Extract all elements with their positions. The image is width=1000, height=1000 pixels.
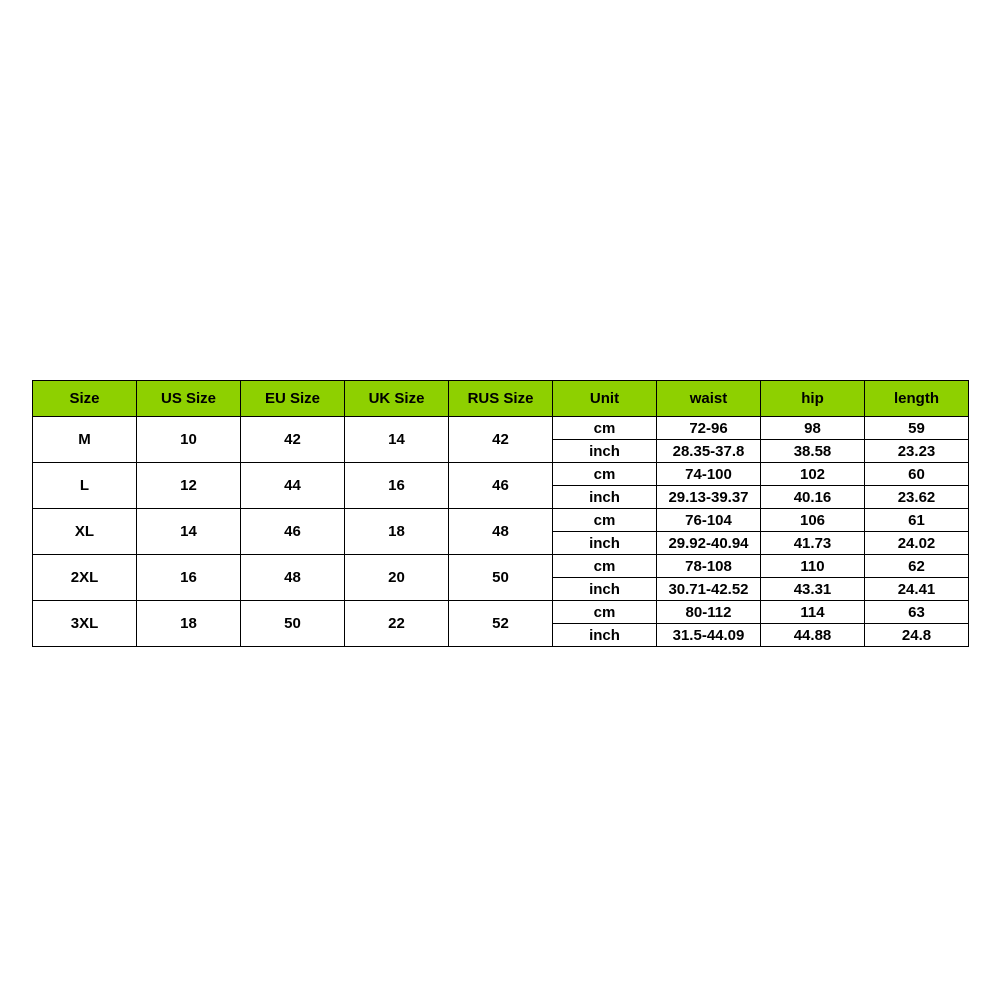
header-length: length [865,381,969,417]
waist-cell: 72-96 [657,417,761,440]
unit-cell: inch [553,578,657,601]
length-cell: 24.02 [865,532,969,555]
length-cell: 24.41 [865,578,969,601]
eu-size-cell: 48 [241,555,345,601]
length-cell: 60 [865,463,969,486]
hip-cell: 38.58 [761,440,865,463]
uk-size-cell: 20 [345,555,449,601]
hip-cell: 44.88 [761,624,865,647]
unit-cell: cm [553,509,657,532]
table-row [33,555,969,578]
hip-cell: 43.31 [761,578,865,601]
size-cell: XL [33,509,137,555]
waist-cell: 29.13-39.37 [657,486,761,509]
hip-cell: 102 [761,463,865,486]
length-cell: 62 [865,555,969,578]
waist-cell: 76-104 [657,509,761,532]
size-cell: M [33,417,137,463]
header-row [33,381,969,417]
size-cell: 3XL [33,601,137,647]
uk-size-cell: 18 [345,509,449,555]
rus-size-cell: 48 [449,509,553,555]
header-rus-size: RUS Size [449,381,553,417]
unit-cell: cm [553,417,657,440]
waist-cell: 30.71-42.52 [657,578,761,601]
hip-cell: 40.16 [761,486,865,509]
table-row [33,463,969,486]
rus-size-cell: 42 [449,417,553,463]
size-chart-table [32,380,969,647]
eu-size-cell: 44 [241,463,345,509]
waist-cell: 74-100 [657,463,761,486]
table-row [33,601,969,624]
header-eu-size: EU Size [241,381,345,417]
header-size: Size [33,381,137,417]
eu-size-cell: 42 [241,417,345,463]
length-cell: 63 [865,601,969,624]
length-cell: 59 [865,417,969,440]
eu-size-cell: 46 [241,509,345,555]
header-waist: waist [657,381,761,417]
waist-cell: 78-108 [657,555,761,578]
size-cell: L [33,463,137,509]
eu-size-cell: 50 [241,601,345,647]
unit-cell: inch [553,440,657,463]
header-hip: hip [761,381,865,417]
hip-cell: 106 [761,509,865,532]
unit-cell: inch [553,486,657,509]
hip-cell: 41.73 [761,532,865,555]
rus-size-cell: 46 [449,463,553,509]
us-size-cell: 16 [137,555,241,601]
hip-cell: 110 [761,555,865,578]
table-row [33,417,969,440]
header-unit: Unit [553,381,657,417]
rus-size-cell: 50 [449,555,553,601]
unit-cell: inch [553,532,657,555]
uk-size-cell: 16 [345,463,449,509]
waist-cell: 80-112 [657,601,761,624]
us-size-cell: 12 [137,463,241,509]
size-cell: 2XL [33,555,137,601]
unit-cell: cm [553,601,657,624]
us-size-cell: 18 [137,601,241,647]
header-uk-size: UK Size [345,381,449,417]
waist-cell: 28.35-37.8 [657,440,761,463]
uk-size-cell: 14 [345,417,449,463]
length-cell: 24.8 [865,624,969,647]
waist-cell: 31.5-44.09 [657,624,761,647]
table-body [33,417,969,647]
hip-cell: 98 [761,417,865,440]
us-size-cell: 10 [137,417,241,463]
uk-size-cell: 22 [345,601,449,647]
waist-cell: 29.92-40.94 [657,532,761,555]
header-us-size: US Size [137,381,241,417]
unit-cell: cm [553,463,657,486]
length-cell: 23.23 [865,440,969,463]
rus-size-cell: 52 [449,601,553,647]
table-header [33,381,969,417]
length-cell: 23.62 [865,486,969,509]
unit-cell: inch [553,624,657,647]
unit-cell: cm [553,555,657,578]
us-size-cell: 14 [137,509,241,555]
hip-cell: 114 [761,601,865,624]
length-cell: 61 [865,509,969,532]
table-row [33,509,969,532]
